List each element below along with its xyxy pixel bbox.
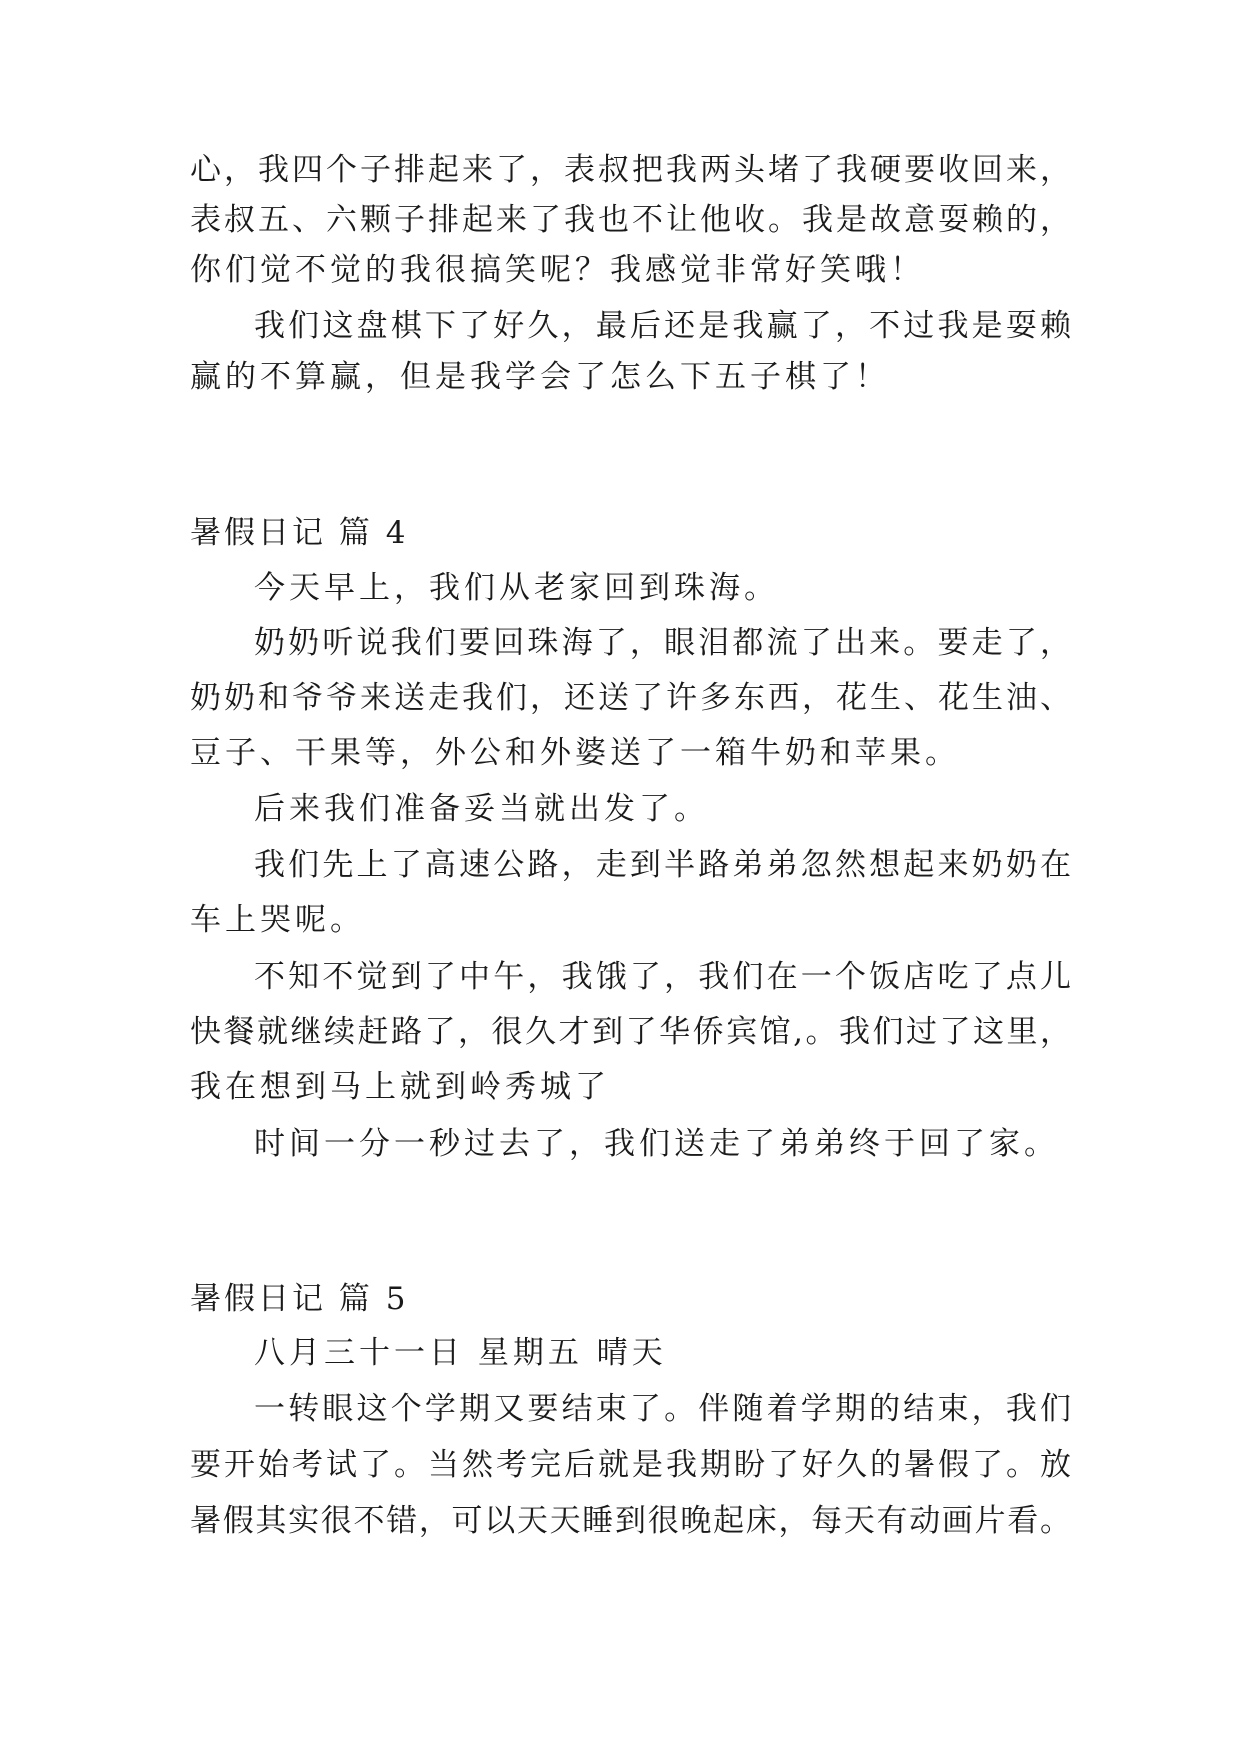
paragraph-line: 奶奶听说我们要回珠海了，眼泪都流了出来。要走了， (254, 625, 1071, 661)
paragraph-line: 你们觉不觉的我很搞笑呢？我感觉非常好笑哦！ (190, 252, 925, 288)
paragraph-line: 我们先上了高速公路，走到半路弟弟忽然想起来奶奶在 (254, 847, 1071, 883)
section-title: 暑假日记 篇 5 (190, 1281, 409, 1317)
paragraph-line: 一转眼这个学期又要结束了。伴随着学期的结束，我们 (254, 1391, 1071, 1427)
paragraph-line: 快餐就继续赶路了，很久才到了华侨宾馆,。我们过了这里， (190, 1014, 1071, 1050)
paragraph-line: 八月三十一日 星期五 晴天 (254, 1335, 667, 1371)
paragraph-line: 车上哭呢。 (190, 902, 365, 938)
paragraph-line: 我在想到马上就到岭秀城了 (190, 1069, 610, 1105)
paragraph-line: 奶奶和爷爷来送走我们，还送了许多东西，花生、花生油、 (190, 680, 1071, 716)
paragraph-line: 心，我四个子排起来了，表叔把我两头堵了我硬要收回来， (190, 152, 1071, 188)
paragraph-line: 豆子、干果等，外公和外婆送了一箱牛奶和苹果。 (190, 735, 960, 771)
section-title: 暑假日记 篇 4 (190, 515, 409, 551)
paragraph-line: 后来我们准备妥当就出发了。 (254, 791, 709, 827)
paragraph-line: 我们这盘棋下了好久，最后还是我赢了，不过我是耍赖 (254, 308, 1071, 344)
paragraph-line: 今天早上，我们从老家回到珠海。 (254, 570, 779, 606)
paragraph-line: 表叔五、六颗子排起来了我也不让他收。我是故意耍赖的， (190, 202, 1071, 238)
paragraph-line: 暑假其实很不错，可以天天睡到很晚起床，每天有动画片看。 (190, 1503, 1071, 1539)
paragraph-line: 时间一分一秒过去了，我们送走了弟弟终于回了家。 (254, 1126, 1059, 1162)
paragraph-line: 要开始考试了。当然考完后就是我期盼了好久的暑假了。放 (190, 1447, 1071, 1483)
paragraph-line: 赢的不算赢，但是我学会了怎么下五子棋了！ (190, 359, 890, 395)
paragraph-line: 不知不觉到了中午，我饿了，我们在一个饭店吃了点儿 (254, 959, 1071, 995)
